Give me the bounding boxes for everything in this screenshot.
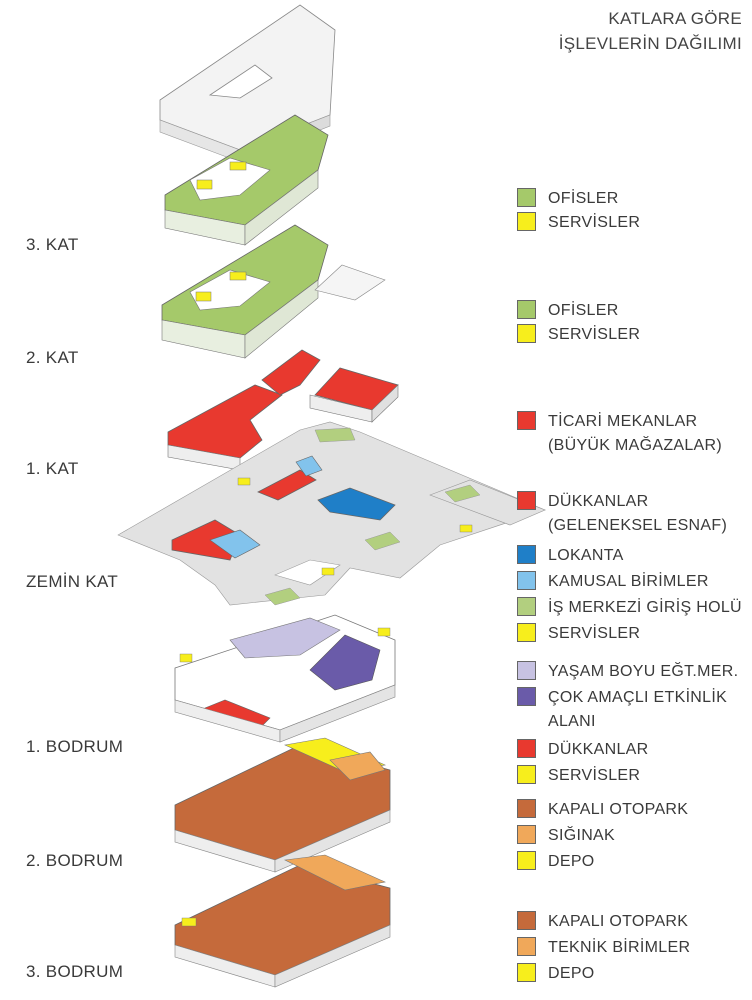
title-line-1: KATLARA GÖRE <box>608 9 742 28</box>
basement-3-plan <box>175 855 390 987</box>
legend-item <box>517 211 640 235</box>
legend-item <box>517 962 595 986</box>
legend-label: YAŞAM BOYU EĞT.MER. <box>548 663 739 680</box>
legend-label: TEKNİK BİRİMLER <box>548 939 691 956</box>
legend-swatch <box>517 545 536 564</box>
legend-item <box>517 187 619 211</box>
legend-swatch <box>517 623 536 642</box>
legend-item <box>517 910 688 934</box>
legend-item <box>517 410 722 458</box>
legend-item <box>517 570 709 594</box>
floor-label: 2. KAT <box>26 348 79 367</box>
legend-label: SERVİSLER <box>548 214 641 231</box>
basement-1-plan <box>175 615 395 742</box>
legend-item <box>517 850 595 874</box>
legend-item <box>517 323 640 347</box>
legend-label: SERVİSLER <box>548 625 641 642</box>
legend-label: KAPALI OTOPARK <box>548 913 689 930</box>
title-line-2: İŞLEVLERİN DAĞILIMI <box>558 34 742 53</box>
floor-2-plan <box>162 225 385 358</box>
legend-swatch <box>517 324 536 343</box>
legend-label: OFİSLER <box>548 302 619 319</box>
legend-item <box>517 622 640 646</box>
legend-label: ÇOK AMAÇLI ETKİNLİK ALANI <box>548 689 728 730</box>
legend-swatch <box>517 825 536 844</box>
legend-item <box>517 824 615 848</box>
floor-label: 1. BODRUM <box>26 737 124 756</box>
legend-label: İŞ MERKEZİ GİRİŞ HOLÜ <box>548 599 742 616</box>
legend-item <box>517 686 727 734</box>
legend-item <box>517 764 640 788</box>
legend-swatch <box>517 212 536 231</box>
legend-swatch <box>517 571 536 590</box>
legend-label: DÜKKANLAR <box>548 741 649 758</box>
legend-item <box>517 738 649 762</box>
legend-swatch <box>517 937 536 956</box>
legend-swatch <box>517 300 536 319</box>
legend-swatch <box>517 687 536 706</box>
legend-swatch <box>517 188 536 207</box>
floor-label: 2. BODRUM <box>26 851 124 870</box>
legend-item <box>517 299 619 323</box>
legend-label: DEPO <box>548 853 595 870</box>
legend-swatch <box>517 799 536 818</box>
legend-item <box>517 544 624 568</box>
legend-item <box>517 490 727 538</box>
legend-label: KAMUSAL BİRİMLER <box>548 573 709 590</box>
legend-swatch <box>517 851 536 870</box>
legend-label: TİCARİ MEKANLAR (BÜYÜK MAĞAZALAR) <box>548 413 723 454</box>
basement-2-plan <box>175 738 390 872</box>
legend-label: KAPALI OTOPARK <box>548 801 689 818</box>
floor-label: ZEMİN KAT <box>26 572 119 591</box>
floor-label: 3. BODRUM <box>26 962 124 981</box>
legend-item <box>517 798 688 822</box>
floor-label: 1. KAT <box>26 459 79 478</box>
legend-item <box>517 660 738 684</box>
legend-swatch <box>517 911 536 930</box>
legend-swatch <box>517 661 536 680</box>
legend-label: OFİSLER <box>548 190 619 207</box>
legend-item <box>517 936 690 960</box>
legend-label: DÜKKANLAR (GELENEKSEL ESNAF) <box>548 493 728 534</box>
legend-swatch <box>517 597 536 616</box>
legend-item <box>517 596 742 620</box>
legend-label: LOKANTA <box>548 547 624 564</box>
legend-label: SERVİSLER <box>548 326 641 343</box>
legend-swatch <box>517 739 536 758</box>
legend-swatch <box>517 411 536 430</box>
legend-swatch <box>517 963 536 982</box>
legend-swatch <box>517 765 536 784</box>
floor-label: 3. KAT <box>26 235 79 254</box>
legend-label: SIĞINAK <box>548 827 616 844</box>
legend-label: SERVİSLER <box>548 767 641 784</box>
legend-label: DEPO <box>548 965 595 982</box>
legend-swatch <box>517 491 536 510</box>
